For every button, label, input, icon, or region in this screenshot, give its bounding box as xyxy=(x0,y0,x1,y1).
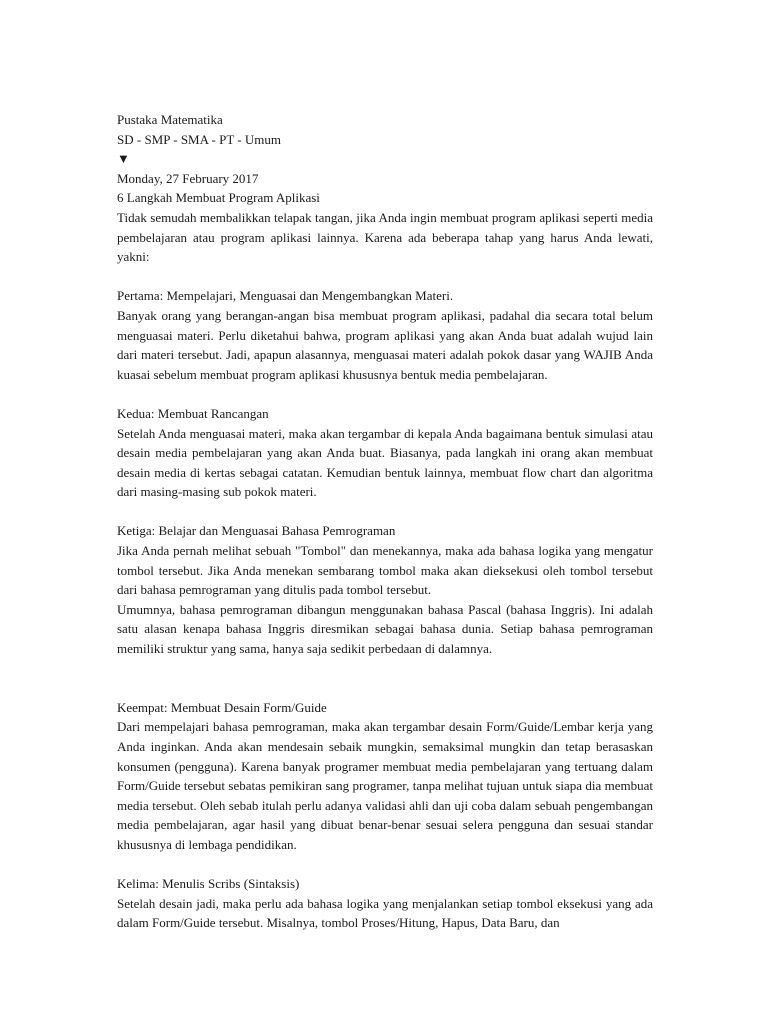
step-paragraph-3a: Jika Anda pernah melihat sebuah "Tombol" dan menekannya, maka ada bahasa logika yang mengatur tombol tersebut. Jika Anda menekan sembarang tombol maka akan dieksekusi oleh tombol tersebut dari bahasa pemrograman yang ditulis pada tombol tersebut. xyxy=(117,543,653,598)
step-paragraph-2: Setelah Anda menguasai materi, maka akan tergambar di kepala Anda bagaimana bentuk simulasi atau desain media pembelajaran yang akan Anda buat. Biasanya, pada langkah ini orang akan membuat desain media di kertas sebagai catatan. Kemudian bentuk lainnya, membuat flow chart dan algoritma dari masing-masing sub pokok materi. xyxy=(117,425,653,500)
step-heading-3: Ketiga: Belajar dan Menguasai Bahasa Pemrograman xyxy=(117,523,396,539)
site-tagline: SD - SMP - SMA - PT - Umum xyxy=(117,131,281,147)
step-heading-4: Keempat: Membuat Desain Form/Guide xyxy=(117,699,327,715)
document-page xyxy=(117,110,653,933)
step-heading-1: Pertama: Mempelajari, Menguasai dan Mengembangkan Materi. xyxy=(117,288,454,304)
post-title: 6 Langkah Membuat Program Aplikasi xyxy=(117,190,320,206)
step-heading-2: Kedua: Membuat Rancangan xyxy=(117,405,269,421)
collapse-toggle-icon[interactable]: ▼ xyxy=(117,151,130,167)
post-intro: Tidak semudah membalikkan telapak tangan, jika Anda ingin membuat program aplikasi seperti media pembelajaran atau program aplikasi lainnya. Karena ada beberapa tahap yang harus Anda lewati, yakni: xyxy=(117,209,653,265)
site-name: Pustaka Matematika xyxy=(117,112,223,127)
step-paragraph-4: Dari mempelajari bahasa pemrograman, maka akan tergambar desain Form/Guide/Lembar kerja yang Anda inginkan. Anda akan mendesain sebaik mungkin, semaksimal mungkin dan tetap berasaskan konsumen (pengguna). Karena banyak programer membuat media pembelajaran yang tertuang dalam Form/Guide tersebut sebatas pemikiran sang programer, tanpa melihat tujuan untuk siapa dia membuat media tersebut. Oleh sebab itulah perlu adanya validasi ahli dan uji coba dalam sebuah pengembangan media pembelajaran, agar hasil yang dibuat benar-benar sesuai selera pengguna dan sesuai standar khususnya di lembaga pendidikan. xyxy=(117,719,653,852)
step-paragraph-5: Setelah desain jadi, maka perlu ada bahasa logika yang menjalankan setiap tombol eksekusi yang ada dalam Form/Guide tersebut. Misalnya, tombol Proses/Hitung, Hapus, Data Baru, dan xyxy=(117,895,653,931)
step-paragraph-1: Banyak orang yang berangan-angan bisa membuat program aplikasi, padahal dia secara total belum menguasai materi. Perlu diketahui bahwa, program aplikasi yang akan Anda buat adalah wujud lain dari materi tersebut. Jadi, apapun alasannya, menguasai materi adalah pokok dasar yang WAJIB Anda kuasai sebelum membuat program aplikasi khususnya bentuk media pembelajaran. xyxy=(117,307,653,382)
step-heading-5: Kelima: Menulis Scribs (Sintaksis) xyxy=(117,876,300,892)
step-paragraph-3b: Umumnya, bahasa pemrograman dibangun menggunakan bahasa Pascal (bahasa Inggris). Ini adalah satu alasan kenapa bahasa Inggris diresmikan sebagai bahasa dunia. Setiap bahasa pemrograman memiliki struktur yang sama, hanya saja sedikit perbedaan di dalamnya. xyxy=(117,601,653,657)
post-date: Monday, 27 February 2017 xyxy=(117,170,259,186)
